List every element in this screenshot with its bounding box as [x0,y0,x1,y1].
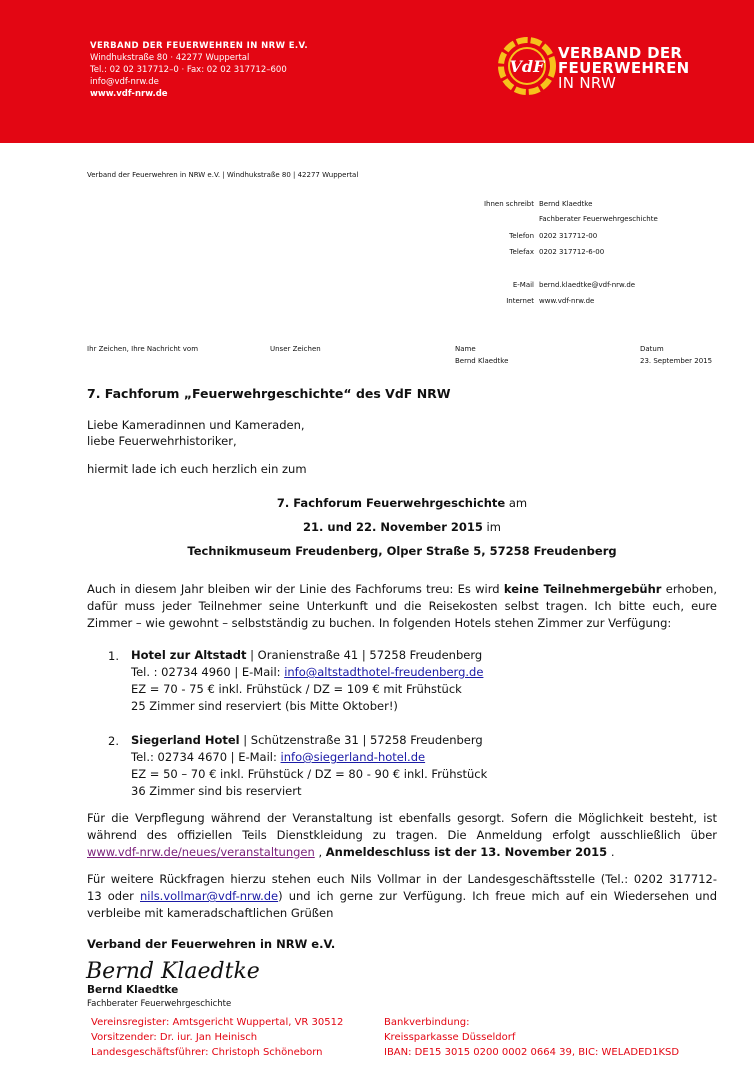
name-label: Name [455,345,476,353]
svg-text:Bernd Klaedtke: Bernd Klaedtke [86,959,260,984]
hotel-name: Hotel zur Altstadt [131,648,247,662]
fees-line1: Auch in diesem Jahr bleiben wir der Linie des Fachforums treu: Es wird keine Teilnehmergebühr erhoben, [87,582,717,596]
letter-title: 7. Fachforum „Feuerwehrgeschichte“ des VdF NRW [87,386,451,401]
hotel-rooms: 36 Zimmer sind bis reserviert [131,784,302,798]
hotel-address: | Schützenstraße 31 | 57258 Freudenberg [239,733,483,747]
event-venue: Technikmuseum Freudenberg, Olper Straße 5, 57258 Freudenberg [187,544,617,558]
phone-label: Telefon [509,232,534,240]
fax-value: 0202 317712-6-00 [539,248,605,256]
closing-role: Fachberater Feuerwehrgeschichte [87,999,232,1009]
writer-role: Fachberater Feuerwehrgeschichte [539,215,658,223]
hotel-email-link[interactable]: info@siegerland-hotel.de [280,750,426,764]
phone-value: 0202 317712-00 [539,232,598,240]
fees-line2: dafür muss jeder Teilnehmer seine Unterkunft und die Reisekosten selbst tragen. Ich bitte euch, eure [87,599,717,613]
contact-line2: 13 oder nils.vollmar@vdf-nrw.de) und ich gerne zur Verfügung. Ich freue mich auf ein Wiedersehen und [87,889,717,903]
sender-line: Verband der Feuerwehren in NRW e.V. | Windhukstraße 80 | 42277 Wuppertal [87,171,359,179]
registration-line2: während des offiziellen Teils Dienstkleidung zu tragen. Die Anmeldung erfolgt ausschließlich über [87,828,717,842]
hotel-name: Siegerland Hotel [131,733,240,747]
contact-line3: verbleibe mit kameradschaftlichen Grüßen [87,906,334,920]
registration-line3: www.vdf-nrw.de/neues/veranstaltungen , Anmeldeschluss ist der 13. November 2015 . [87,845,615,859]
vdf-logo-icon [498,35,556,97]
event-date-rest: im [482,520,501,534]
name-value: Bernd Klaedtke [455,357,509,365]
fax-label: Telefax [509,248,534,256]
date-value: 23. September 2015 [640,357,713,365]
event-date-line [87,520,717,534]
email-label: E-Mail [512,281,534,289]
web-label: Internet [506,297,534,305]
writer-name: Bernd Klaedtke [539,200,593,208]
no-fee-text: keine Teilnehmergebühr [503,582,662,596]
event-rest: am [505,496,528,510]
event-line [87,496,717,510]
footer-bank: Kreissparkasse Düsseldorf [384,1032,516,1043]
header-web: www.vdf-nrw.de [90,89,168,99]
hotel-tel: Tel.: 02734 4670 | E-Mail: [131,750,281,764]
closing-name: Bernd Klaedtke [87,984,179,996]
event-name: 7. Fachforum Feuerwehrgeschichte [276,496,506,510]
paragraph-registration [87,810,717,861]
writer-label: Ihnen schreibt [483,200,534,208]
header-address: Windhukstraße 80 · 42277 Wuppertal [90,53,250,63]
footer-register: Vereinsregister: Amtsgericht Wuppertal, VR 30512 [91,1017,344,1028]
hotel-number: 2. [108,734,119,748]
registration-line1: Für die Verpflegung während der Veranstaltung ist ebenfalls gesorgt. Sofern die Möglichkeit besteht, ist [87,811,717,825]
vollmar-email-link[interactable]: nils.vollmar@vdf-nrw.de [140,889,279,903]
hotel-address: | Oranienstraße 41 | 57258 Freudenberg [246,648,483,662]
events-link[interactable]: www.vdf-nrw.de/neues/veranstaltungen [87,845,315,859]
logo-line3: IN NRW [558,74,617,92]
hotel-1 [131,647,483,715]
paragraph-fees [87,581,717,632]
logo-mark: VdF [509,57,545,76]
intro-text: hiermit lade ich euch herzlich ein zum [87,462,307,476]
salutation-line2: liebe Feuerwehrhistoriker, [87,434,237,448]
fees-line3: Zimmer – wie gewohnt – selbstständig zu buchen. In folgenden Hotels stehen Zimmer zur Verfügung: [87,616,672,630]
closing-org: Verband der Feuerwehren in NRW e.V. [87,937,336,951]
hotel-rooms: 25 Zimmer sind reserviert (bis Mitte Oktober!) [131,699,398,713]
deadline-text: Anmeldeschluss ist der 13. November 2015 [325,845,608,859]
footer-bank-label: Bankverbindung: [384,1017,470,1028]
paragraph-contact [87,871,717,922]
salutation-line1: Liebe Kameradinnen und Kameraden, [87,418,305,432]
hotel-2 [131,732,487,800]
hotel-tel: Tel. : 02734 4960 | E-Mail: [131,665,285,679]
contact-line1: Für weitere Rückfragen hierzu stehen euch Nils Vollmar in der Landesgeschäftsstelle (Tel.: 0202 317712- [87,872,717,886]
letterhead-banner [0,0,754,143]
footer-iban: IBAN: DE15 3015 0200 0002 0664 39, BIC: WELADED1KSD [384,1047,680,1058]
footer-manager: Landesgeschäftsführer: Christoph Schöneborn [91,1047,323,1058]
event-date: 21. und 22. November 2015 [303,520,483,534]
logo-line2: FEUERWEHREN [558,59,690,77]
date-label: Datum [640,345,664,353]
hotel-price: EZ = 70 - 75 € inkl. Frühstück / DZ = 109 € mit Frühstück [131,682,462,696]
header-org-name: VERBAND DER FEUERWEHREN IN NRW E.V. [90,41,309,51]
hotel-email-link[interactable]: info@altstadthotel-freudenberg.de [284,665,484,679]
email-value: bernd.klaedtke@vdf-nrw.de [539,281,636,289]
your-ref-label: Ihr Zeichen, Ihre Nachricht vom [87,345,199,353]
header-email: info@vdf-nrw.de [90,77,159,87]
web-value: www.vdf-nrw.de [539,297,595,305]
footer-chair: Vorsitzender: Dr. iur. Jan Heinisch [91,1032,258,1043]
hotel-price: EZ = 50 – 70 € inkl. Frühstück / DZ = 80 - 90 € inkl. Frühstück [131,767,488,781]
our-ref-label: Unser Zeichen [270,345,321,353]
logo-line1: VERBAND DER [558,44,683,62]
header-phone: Tel.: 02 02 317712–0 · Fax: 02 02 317712–600 [90,65,287,75]
hotel-number: 1. [108,649,119,663]
